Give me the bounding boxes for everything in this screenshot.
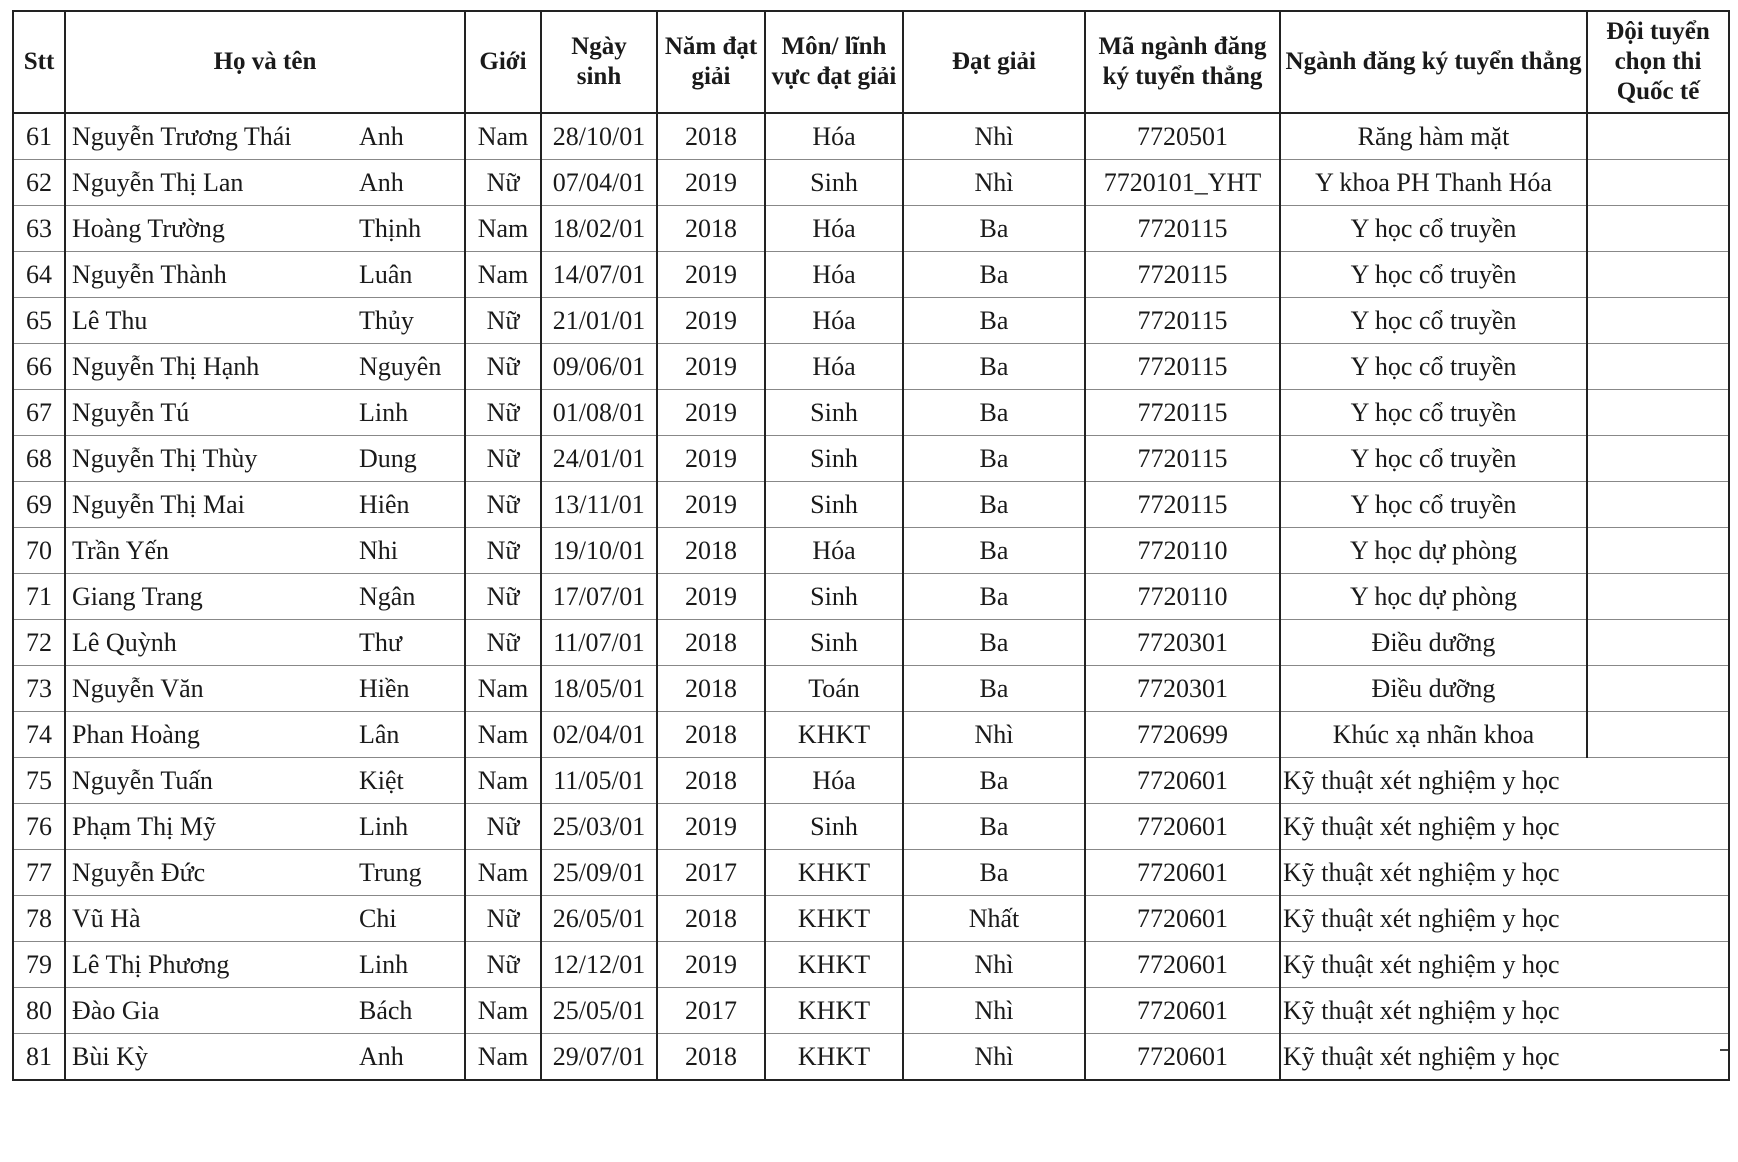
cell-ma-nganh: 7720101_YHT	[1085, 160, 1280, 206]
cell-ten: Hiên	[353, 482, 465, 528]
cell-dat-giai: Nhất	[903, 896, 1085, 942]
cell-mon: Hóa	[765, 252, 903, 298]
cell-stt: 77	[13, 850, 65, 896]
cell-ma-nganh: 7720115	[1085, 298, 1280, 344]
cell-ma-nganh: 7720601	[1085, 896, 1280, 942]
cell-ngay-sinh: 25/09/01	[541, 850, 657, 896]
cell-dat-giai: Ba	[903, 574, 1085, 620]
cell-ho-dem: Nguyễn Tuấn	[65, 758, 353, 804]
cell-mon: Sinh	[765, 390, 903, 436]
cell-dat-giai: Ba	[903, 436, 1085, 482]
table-row	[13, 160, 1729, 206]
cell-stt: 74	[13, 712, 65, 758]
cell-ho-dem: Nguyễn Thành	[65, 252, 353, 298]
cell-gioi: Nam	[465, 113, 541, 160]
cell-ngay-sinh: 17/07/01	[541, 574, 657, 620]
cell-ngay-sinh: 28/10/01	[541, 113, 657, 160]
cell-ho-dem: Vũ Hà	[65, 896, 353, 942]
cell-ngay-sinh: 09/06/01	[541, 344, 657, 390]
cell-ho-dem: Đào Gia	[65, 988, 353, 1034]
cell-dat-giai: Ba	[903, 804, 1085, 850]
page-edge-mark	[1720, 1049, 1728, 1051]
cell-ten: Thư	[353, 620, 465, 666]
cell-nganh: Kỹ thuật xét nghiệm y học	[1280, 988, 1587, 1034]
cell-stt: 81	[13, 1034, 65, 1081]
cell-gioi: Nữ	[465, 804, 541, 850]
cell-ho-dem: Lê Thu	[65, 298, 353, 344]
cell-ten: Luân	[353, 252, 465, 298]
cell-dat-giai: Ba	[903, 252, 1085, 298]
table-row	[13, 574, 1729, 620]
cell-ma-nganh: 7720115	[1085, 390, 1280, 436]
header-dat-giai: Đạt giải	[903, 11, 1085, 113]
table-row	[13, 804, 1729, 850]
cell-ma-nganh: 7720699	[1085, 712, 1280, 758]
cell-stt: 67	[13, 390, 65, 436]
cell-ngay-sinh: 24/01/01	[541, 436, 657, 482]
cell-dat-giai: Ba	[903, 620, 1085, 666]
cell-stt: 65	[13, 298, 65, 344]
cell-ma-nganh: 7720601	[1085, 1034, 1280, 1081]
cell-ho-dem: Lê Quỳnh	[65, 620, 353, 666]
cell-ma-nganh: 7720115	[1085, 482, 1280, 528]
table-row	[13, 390, 1729, 436]
cell-doi-tuyen	[1587, 528, 1729, 574]
table-row	[13, 712, 1729, 758]
cell-ho-dem: Bùi Kỳ	[65, 1034, 353, 1081]
cell-ten: Trung	[353, 850, 465, 896]
cell-ten: Lân	[353, 712, 465, 758]
cell-ngay-sinh: 26/05/01	[541, 896, 657, 942]
cell-gioi: Nam	[465, 850, 541, 896]
cell-ma-nganh: 7720601	[1085, 942, 1280, 988]
cell-nam-dat-giai: 2019	[657, 298, 765, 344]
header-ma-nganh: Mã ngành đăng ký tuyển thẳng	[1085, 11, 1280, 113]
cell-ten: Dung	[353, 436, 465, 482]
cell-gioi: Nam	[465, 206, 541, 252]
cell-ho-dem: Phan Hoàng	[65, 712, 353, 758]
cell-doi-tuyen	[1587, 988, 1729, 1034]
cell-ngay-sinh: 11/05/01	[541, 758, 657, 804]
cell-mon: Hóa	[765, 206, 903, 252]
cell-ngay-sinh: 07/04/01	[541, 160, 657, 206]
cell-ngay-sinh: 21/01/01	[541, 298, 657, 344]
cell-nganh: Y học cổ truyền	[1280, 252, 1587, 298]
cell-gioi: Nam	[465, 988, 541, 1034]
cell-doi-tuyen	[1587, 252, 1729, 298]
cell-doi-tuyen	[1587, 712, 1729, 758]
cell-ngay-sinh: 01/08/01	[541, 390, 657, 436]
cell-dat-giai: Nhì	[903, 1034, 1085, 1081]
table-row	[13, 988, 1729, 1034]
cell-ho-dem: Nguyễn Thị Thùy	[65, 436, 353, 482]
cell-mon: Hóa	[765, 113, 903, 160]
cell-gioi: Nữ	[465, 942, 541, 988]
cell-dat-giai: Ba	[903, 758, 1085, 804]
table-row	[13, 206, 1729, 252]
cell-nganh: Y học cổ truyền	[1280, 482, 1587, 528]
cell-mon: KHKT	[765, 850, 903, 896]
cell-ten: Anh	[353, 160, 465, 206]
cell-ma-nganh: 7720115	[1085, 436, 1280, 482]
cell-nam-dat-giai: 2019	[657, 390, 765, 436]
cell-mon: KHKT	[765, 896, 903, 942]
table-row	[13, 344, 1729, 390]
cell-doi-tuyen	[1587, 620, 1729, 666]
cell-ten: Thủy	[353, 298, 465, 344]
cell-nganh: Kỹ thuật xét nghiệm y học	[1280, 804, 1587, 850]
cell-nam-dat-giai: 2019	[657, 942, 765, 988]
cell-nam-dat-giai: 2018	[657, 528, 765, 574]
cell-nam-dat-giai: 2019	[657, 160, 765, 206]
cell-dat-giai: Ba	[903, 390, 1085, 436]
cell-stt: 71	[13, 574, 65, 620]
cell-mon: Sinh	[765, 804, 903, 850]
cell-dat-giai: Ba	[903, 206, 1085, 252]
cell-mon: Sinh	[765, 160, 903, 206]
cell-mon: KHKT	[765, 712, 903, 758]
cell-ngay-sinh: 25/05/01	[541, 988, 657, 1034]
cell-ho-dem: Trần Yến	[65, 528, 353, 574]
cell-gioi: Nữ	[465, 344, 541, 390]
header-nganh: Ngành đăng ký tuyển thẳng	[1280, 11, 1587, 113]
cell-ho-dem: Nguyễn Thị Hạnh	[65, 344, 353, 390]
table-row	[13, 113, 1729, 160]
cell-stt: 61	[13, 113, 65, 160]
table-row	[13, 298, 1729, 344]
cell-ho-dem: Nguyễn Trương Thái	[65, 113, 353, 160]
table-row	[13, 620, 1729, 666]
cell-nam-dat-giai: 2018	[657, 206, 765, 252]
cell-gioi: Nam	[465, 1034, 541, 1081]
cell-doi-tuyen	[1587, 896, 1729, 942]
cell-nganh: Kỹ thuật xét nghiệm y học	[1280, 758, 1587, 804]
cell-ma-nganh: 7720601	[1085, 850, 1280, 896]
cell-ngay-sinh: 12/12/01	[541, 942, 657, 988]
cell-ngay-sinh: 19/10/01	[541, 528, 657, 574]
cell-mon: Toán	[765, 666, 903, 712]
cell-nam-dat-giai: 2018	[657, 666, 765, 712]
cell-stt: 78	[13, 896, 65, 942]
cell-ten: Chi	[353, 896, 465, 942]
cell-ma-nganh: 7720601	[1085, 988, 1280, 1034]
cell-dat-giai: Ba	[903, 528, 1085, 574]
table-row	[13, 436, 1729, 482]
cell-mon: Hóa	[765, 344, 903, 390]
cell-doi-tuyen	[1587, 804, 1729, 850]
table-row	[13, 896, 1729, 942]
cell-gioi: Nữ	[465, 528, 541, 574]
table-row	[13, 666, 1729, 712]
cell-ho-dem: Lê Thị Phương	[65, 942, 353, 988]
cell-gioi: Nữ	[465, 160, 541, 206]
table-body	[13, 113, 1729, 1080]
cell-gioi: Nữ	[465, 896, 541, 942]
cell-dat-giai: Ba	[903, 344, 1085, 390]
cell-ngay-sinh: 18/02/01	[541, 206, 657, 252]
table-row	[13, 850, 1729, 896]
cell-nganh: Y học cổ truyền	[1280, 298, 1587, 344]
cell-gioi: Nam	[465, 666, 541, 712]
cell-nganh: Răng hàm mặt	[1280, 113, 1587, 160]
cell-nganh: Điều dưỡng	[1280, 620, 1587, 666]
cell-ten: Hiền	[353, 666, 465, 712]
cell-dat-giai: Nhì	[903, 942, 1085, 988]
cell-ngay-sinh: 14/07/01	[541, 252, 657, 298]
cell-mon: KHKT	[765, 988, 903, 1034]
cell-ho-dem: Nguyễn Thị Mai	[65, 482, 353, 528]
cell-dat-giai: Nhì	[903, 712, 1085, 758]
cell-nganh: Y khoa PH Thanh Hóa	[1280, 160, 1587, 206]
cell-gioi: Nam	[465, 758, 541, 804]
cell-gioi: Nữ	[465, 390, 541, 436]
cell-dat-giai: Ba	[903, 850, 1085, 896]
cell-ma-nganh: 7720115	[1085, 344, 1280, 390]
cell-nam-dat-giai: 2019	[657, 804, 765, 850]
cell-stt: 68	[13, 436, 65, 482]
cell-ma-nganh: 7720601	[1085, 758, 1280, 804]
cell-ten: Nguyên	[353, 344, 465, 390]
header-ho-ten: Họ và tên	[65, 11, 465, 113]
cell-dat-giai: Ba	[903, 298, 1085, 344]
student-table	[12, 10, 1730, 1081]
cell-stt: 66	[13, 344, 65, 390]
cell-ten: Linh	[353, 804, 465, 850]
cell-nam-dat-giai: 2018	[657, 896, 765, 942]
cell-doi-tuyen	[1587, 206, 1729, 252]
cell-nam-dat-giai: 2019	[657, 436, 765, 482]
cell-ho-dem: Nguyễn Thị Lan	[65, 160, 353, 206]
cell-nam-dat-giai: 2018	[657, 620, 765, 666]
cell-mon: Sinh	[765, 482, 903, 528]
cell-ho-dem: Phạm Thị Mỹ	[65, 804, 353, 850]
cell-nam-dat-giai: 2019	[657, 574, 765, 620]
table-row	[13, 252, 1729, 298]
cell-doi-tuyen	[1587, 758, 1729, 804]
cell-ngay-sinh: 02/04/01	[541, 712, 657, 758]
cell-mon: KHKT	[765, 942, 903, 988]
cell-nam-dat-giai: 2018	[657, 712, 765, 758]
cell-ma-nganh: 7720115	[1085, 206, 1280, 252]
cell-ten: Linh	[353, 390, 465, 436]
cell-gioi: Nữ	[465, 620, 541, 666]
cell-doi-tuyen	[1587, 113, 1729, 160]
cell-ten: Bách	[353, 988, 465, 1034]
cell-gioi: Nam	[465, 712, 541, 758]
cell-dat-giai: Ba	[903, 666, 1085, 712]
cell-doi-tuyen	[1587, 1034, 1729, 1081]
cell-ten: Nhi	[353, 528, 465, 574]
cell-ma-nganh: 7720115	[1085, 252, 1280, 298]
cell-dat-giai: Nhì	[903, 113, 1085, 160]
cell-ngay-sinh: 29/07/01	[541, 1034, 657, 1081]
cell-nganh: Khúc xạ nhãn khoa	[1280, 712, 1587, 758]
cell-nganh: Y học cổ truyền	[1280, 344, 1587, 390]
cell-stt: 72	[13, 620, 65, 666]
cell-doi-tuyen	[1587, 942, 1729, 988]
cell-mon: Sinh	[765, 436, 903, 482]
table-row	[13, 528, 1729, 574]
cell-ngay-sinh: 11/07/01	[541, 620, 657, 666]
cell-ten: Kiệt	[353, 758, 465, 804]
cell-doi-tuyen	[1587, 390, 1729, 436]
cell-doi-tuyen	[1587, 574, 1729, 620]
cell-gioi: Nữ	[465, 482, 541, 528]
cell-nam-dat-giai: 2017	[657, 850, 765, 896]
header-doi-tuyen: Đội tuyển chọn thi Quốc tế	[1587, 11, 1729, 113]
cell-mon: Sinh	[765, 574, 903, 620]
cell-stt: 69	[13, 482, 65, 528]
cell-ten: Ngân	[353, 574, 465, 620]
cell-ngay-sinh: 18/05/01	[541, 666, 657, 712]
cell-ten: Linh	[353, 942, 465, 988]
cell-nam-dat-giai: 2018	[657, 113, 765, 160]
cell-stt: 75	[13, 758, 65, 804]
cell-nganh: Điều dưỡng	[1280, 666, 1587, 712]
cell-doi-tuyen	[1587, 298, 1729, 344]
cell-dat-giai: Nhì	[903, 988, 1085, 1034]
cell-mon: Hóa	[765, 758, 903, 804]
cell-nam-dat-giai: 2019	[657, 482, 765, 528]
cell-stt: 76	[13, 804, 65, 850]
cell-stt: 62	[13, 160, 65, 206]
cell-nam-dat-giai: 2017	[657, 988, 765, 1034]
cell-dat-giai: Nhì	[903, 160, 1085, 206]
header-gioi: Giới	[465, 11, 541, 113]
cell-nganh: Y học dự phòng	[1280, 574, 1587, 620]
cell-stt: 73	[13, 666, 65, 712]
cell-doi-tuyen	[1587, 850, 1729, 896]
cell-doi-tuyen	[1587, 160, 1729, 206]
cell-ten: Thịnh	[353, 206, 465, 252]
cell-nganh: Kỹ thuật xét nghiệm y học	[1280, 896, 1587, 942]
cell-ma-nganh: 7720110	[1085, 528, 1280, 574]
cell-gioi: Nữ	[465, 298, 541, 344]
header-ngay-sinh: Ngày sinh	[541, 11, 657, 113]
cell-ma-nganh: 7720501	[1085, 113, 1280, 160]
cell-nganh: Y học cổ truyền	[1280, 206, 1587, 252]
cell-stt: 79	[13, 942, 65, 988]
cell-ho-dem: Giang Trang	[65, 574, 353, 620]
cell-stt: 80	[13, 988, 65, 1034]
cell-ho-dem: Hoàng Trường	[65, 206, 353, 252]
cell-nam-dat-giai: 2018	[657, 758, 765, 804]
cell-ma-nganh: 7720110	[1085, 574, 1280, 620]
cell-ho-dem: Nguyễn Đức	[65, 850, 353, 896]
cell-ma-nganh: 7720301	[1085, 666, 1280, 712]
table-row	[13, 942, 1729, 988]
cell-nam-dat-giai: 2018	[657, 1034, 765, 1081]
cell-gioi: Nam	[465, 252, 541, 298]
cell-ten: Anh	[353, 113, 465, 160]
cell-ngay-sinh: 13/11/01	[541, 482, 657, 528]
cell-mon: Hóa	[765, 528, 903, 574]
table-row	[13, 482, 1729, 528]
cell-ho-dem: Nguyễn Văn	[65, 666, 353, 712]
table-row	[13, 758, 1729, 804]
student-list-sheet	[12, 10, 1728, 1081]
cell-ho-dem: Nguyễn Tú	[65, 390, 353, 436]
cell-stt: 64	[13, 252, 65, 298]
cell-mon: KHKT	[765, 1034, 903, 1081]
cell-mon: Sinh	[765, 620, 903, 666]
header-mon: Môn/ lĩnh vực đạt giải	[765, 11, 903, 113]
cell-nganh: Y học cổ truyền	[1280, 390, 1587, 436]
cell-stt: 70	[13, 528, 65, 574]
cell-mon: Hóa	[765, 298, 903, 344]
cell-gioi: Nữ	[465, 436, 541, 482]
cell-nam-dat-giai: 2019	[657, 344, 765, 390]
cell-doi-tuyen	[1587, 666, 1729, 712]
table-header-row	[13, 11, 1729, 113]
cell-gioi: Nữ	[465, 574, 541, 620]
header-stt: Stt	[13, 11, 65, 113]
cell-nganh: Kỹ thuật xét nghiệm y học	[1280, 942, 1587, 988]
cell-nam-dat-giai: 2019	[657, 252, 765, 298]
cell-doi-tuyen	[1587, 482, 1729, 528]
cell-nganh: Y học dự phòng	[1280, 528, 1587, 574]
cell-doi-tuyen	[1587, 436, 1729, 482]
cell-nganh: Kỹ thuật xét nghiệm y học	[1280, 850, 1587, 896]
cell-dat-giai: Ba	[903, 482, 1085, 528]
cell-ngay-sinh: 25/03/01	[541, 804, 657, 850]
cell-nganh: Kỹ thuật xét nghiệm y học	[1280, 1034, 1587, 1081]
cell-ma-nganh: 7720301	[1085, 620, 1280, 666]
cell-doi-tuyen	[1587, 344, 1729, 390]
cell-nganh: Y học cổ truyền	[1280, 436, 1587, 482]
cell-ma-nganh: 7720601	[1085, 804, 1280, 850]
header-nam-dat-giai: Năm đạt giải	[657, 11, 765, 113]
cell-stt: 63	[13, 206, 65, 252]
table-row	[13, 1034, 1729, 1081]
cell-ten: Anh	[353, 1034, 465, 1081]
